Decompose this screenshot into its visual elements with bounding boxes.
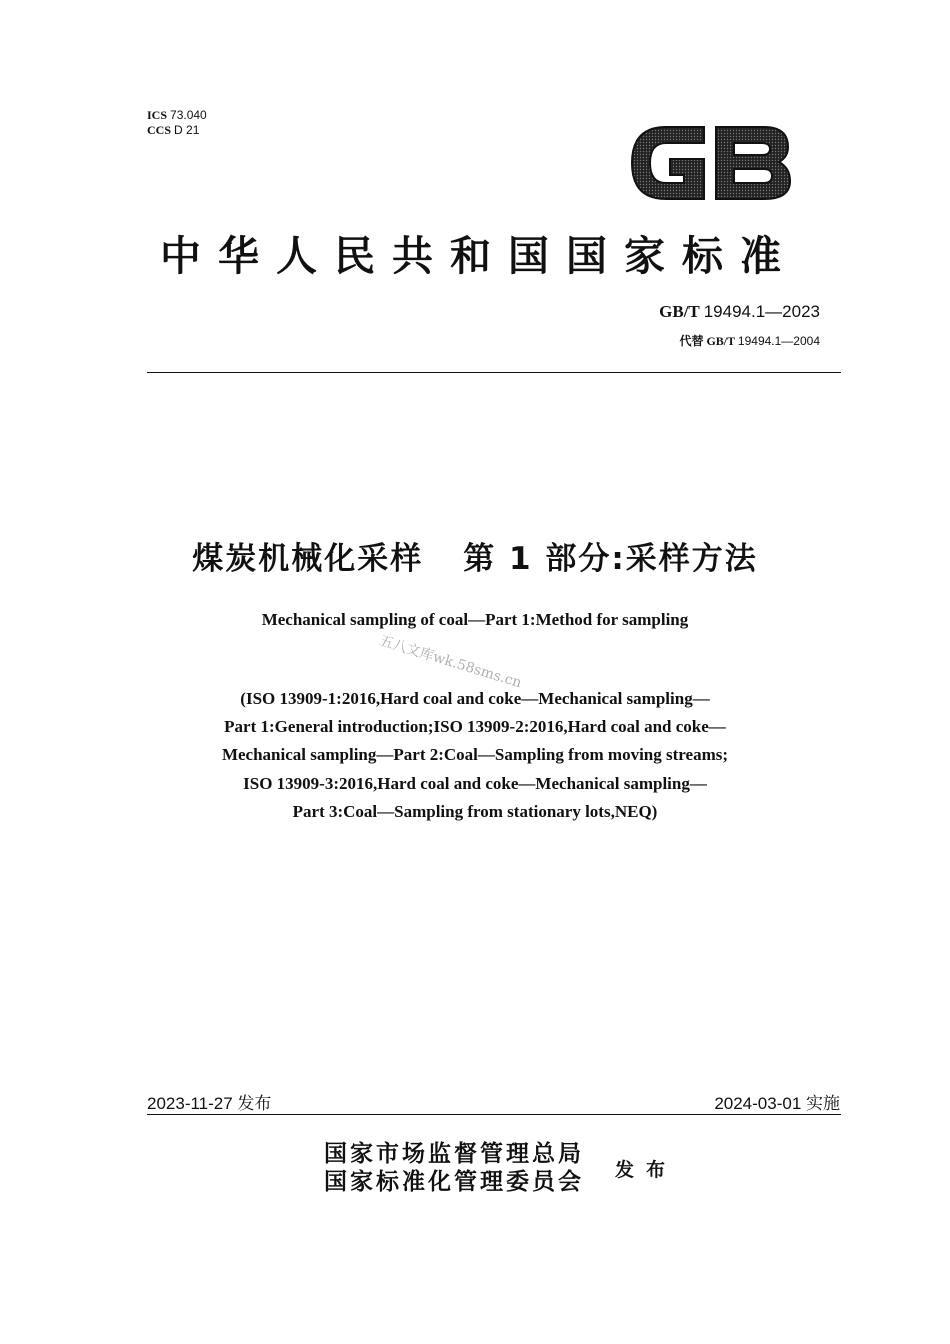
replaces-standard: 代替 GB/T 19494.1—2004 bbox=[679, 334, 820, 348]
title-chinese: 煤炭机械化采样 第 1 部分:采样方法 bbox=[192, 541, 758, 577]
adoption-statement bbox=[0, 685, 950, 826]
title-english: Mechanical sampling of coal—Part 1:Method for sampling bbox=[261, 610, 689, 629]
adoption-line: (ISO 13909-1:2016,Hard coal and coke—Mechanical sampling— bbox=[240, 689, 710, 708]
standard-number: GB/T 19494.1—2023 bbox=[659, 302, 820, 321]
ccs-code: CCS D 21 bbox=[147, 123, 200, 137]
adoption-line: Mechanical sampling—Part 2:Coal—Sampling from moving streams; bbox=[221, 745, 729, 765]
issuing-authorities bbox=[324, 1140, 584, 1196]
gb-logo bbox=[624, 102, 796, 209]
national-standard-heading: 中华人民共和国国家标准 bbox=[160, 232, 798, 280]
classification-codes bbox=[147, 108, 207, 138]
adoption-line: Part 1:General introduction;ISO 13909-2:2016,Hard coal and coke— bbox=[224, 717, 726, 737]
adoption-line: ISO 13909-3:2016,Hard coal and coke—Mechanical sampling— bbox=[243, 773, 707, 793]
implementation-date: 2024-03-01 实施 bbox=[714, 1094, 840, 1113]
ics-code: ICS 73.040 bbox=[147, 108, 207, 122]
bottom-divider bbox=[147, 1114, 841, 1115]
gb-logo-letter-b bbox=[716, 127, 790, 199]
watermark: 五八文库wk.58sms.cn bbox=[377, 632, 524, 692]
issue-label: 发布 bbox=[615, 1159, 678, 1181]
top-divider bbox=[147, 372, 841, 373]
adoption-line: Part 3:Coal—Sampling from stationary lots,NEQ) bbox=[292, 801, 658, 821]
gb-logo-letter-g bbox=[632, 127, 704, 199]
issuer-samr: 国家市场监督管理总局 bbox=[324, 1140, 584, 1167]
svg-text:GB: GB bbox=[624, 102, 649, 121]
issue-date: 2023-11-27 发布 bbox=[147, 1094, 272, 1113]
issuer-sac: 国家标准化管理委员会 bbox=[324, 1168, 584, 1195]
